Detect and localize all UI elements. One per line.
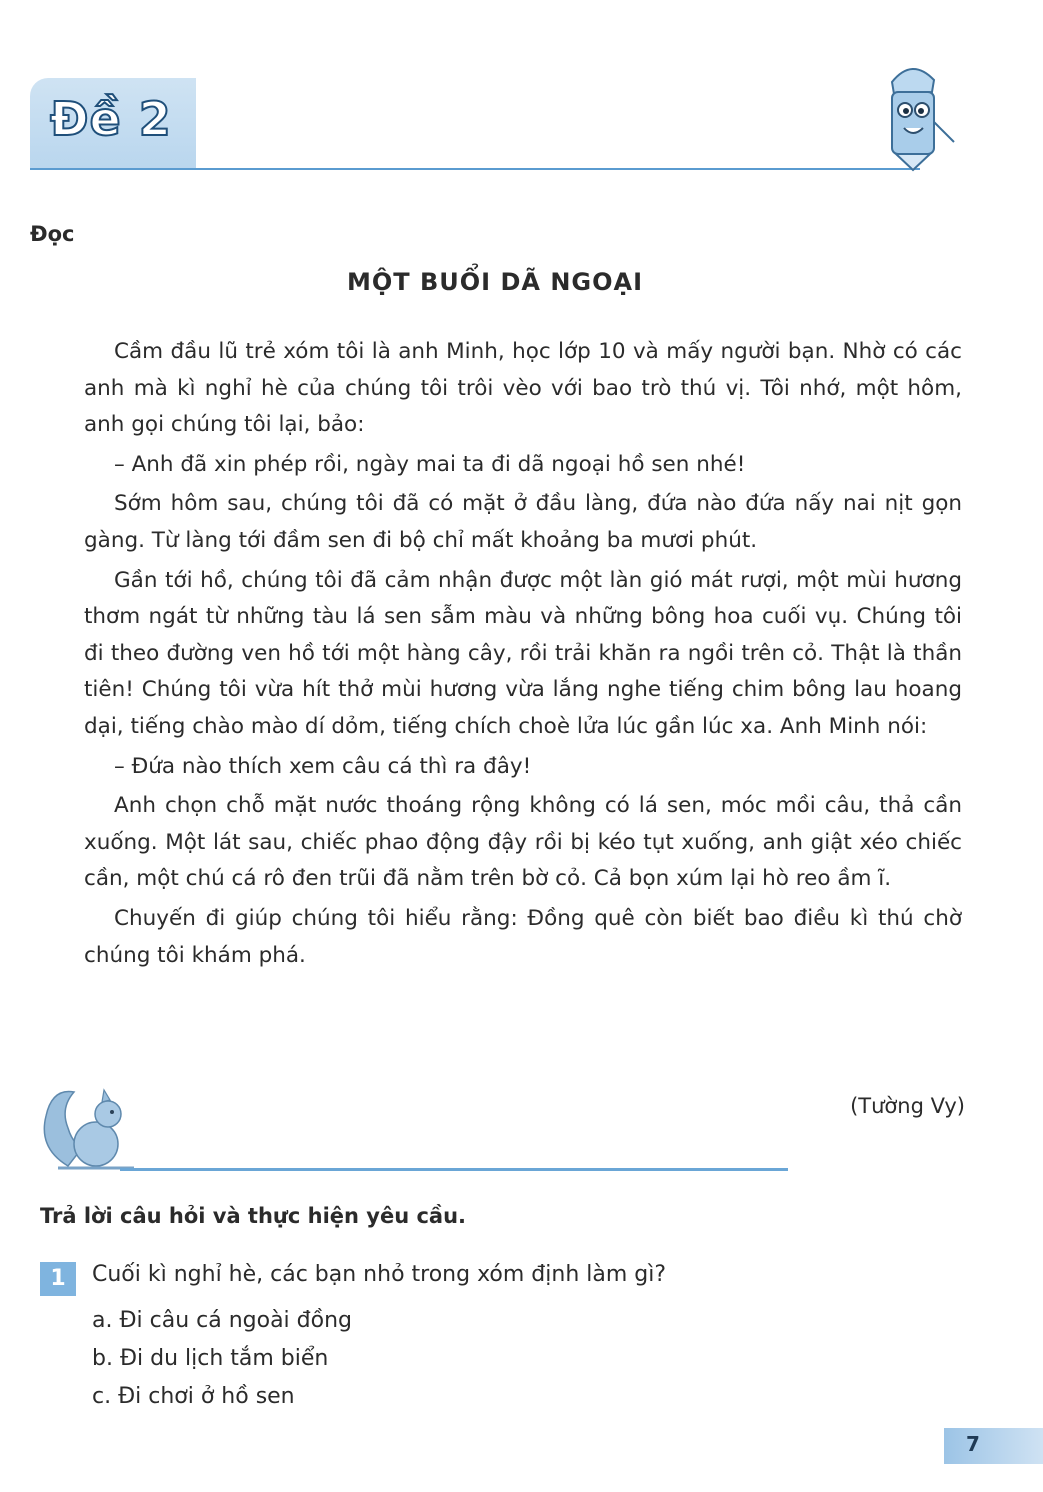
page-number: 7 [966, 1432, 980, 1456]
question-1-option-c[interactable]: c. Đi chơi ở hồ sen [92, 1384, 295, 1409]
story-paragraph: Gần tới hồ, chúng tôi đã cảm nhận được một làn gió mát rượi, một mùi hương thơm ngát từ những tàu lá sen sẫm màu và những bông hoa cuối vụ. Chúng tôi đi theo đường ven hồ tới một hàng cây, rồi trải khăn ra ngồi trên cỏ. Thật là thần tiên! Chúng tôi vừa hít thở mùi hương vừa lắng nghe tiếng chim bông lau hoang dại, tiếng chào mào dí dỏm, tiếng chích choè lửa lúc gần lúc xa. Anh Minh nói: [84, 567, 962, 739]
header-divider [30, 168, 920, 170]
story-paragraph: – Anh đã xin phép rồi, ngày mai ta đi dã ngoại hồ sen nhé! [114, 451, 746, 477]
task-heading: Trả lời câu hỏi và thực hiện yêu cầu. [40, 1204, 467, 1228]
story-paragraph: Chuyến đi giúp chúng tôi hiểu rằng: Đồng quê còn biết bao điều kì thú chờ chúng tôi khám phá. [84, 905, 962, 968]
section-label-reading: Đọc [30, 222, 75, 246]
story-body [84, 334, 962, 977]
section-divider [120, 1168, 788, 1171]
question-number-badge: 1 [40, 1262, 76, 1296]
squirrel-icon [38, 1078, 138, 1174]
question-1-text: Cuối kì nghỉ hè, các bạn nhỏ trong xóm định làm gì? [92, 1262, 667, 1287]
story-paragraph: – Đứa nào thích xem câu cá thì ra đây! [114, 753, 532, 779]
story-title: MỘT BUỔI DÃ NGOẠI [346, 268, 644, 296]
story-paragraph: Anh chọn chỗ mặt nước thoáng rộng không có lá sen, móc mồi câu, thả cần xuống. Một lát sau, chiếc phao động đậy rồi bị kéo tụt xuống, anh giật xéo chiếc cần, một chú cá rô đen trũi đã nằm trên bờ cỏ. Cả bọn xúm lại hò reo ầm ĩ. [84, 793, 962, 892]
question-1-option-b[interactable]: b. Đi du lịch tắm biển [92, 1346, 329, 1371]
page-number-bar [944, 1428, 1043, 1464]
story-paragraph: Sớm hôm sau, chúng tôi đã có mặt ở đầu làng, đứa nào đứa nấy nai nịt gọn gàng. Từ làng tới đầm sen đi bộ chỉ mất khoảng ba mươi phút. [84, 491, 962, 553]
story-author: (Tường Vy) [850, 1094, 965, 1118]
question-1-option-a[interactable]: a. Đi câu cá ngoài đồng [92, 1308, 352, 1333]
pencil-mascot-icon [862, 52, 962, 172]
exam-badge-title: Đề 2 [50, 92, 172, 146]
story-paragraph: Cầm đầu lũ trẻ xóm tôi là anh Minh, học lớp 10 và mấy người bạn. Nhờ có các anh mà kì nghỉ hè của chúng tôi trôi vèo với bao trò thú vị. Tôi nhớ, một hôm, anh gọi chúng tôi lại, bảo: [84, 339, 962, 438]
